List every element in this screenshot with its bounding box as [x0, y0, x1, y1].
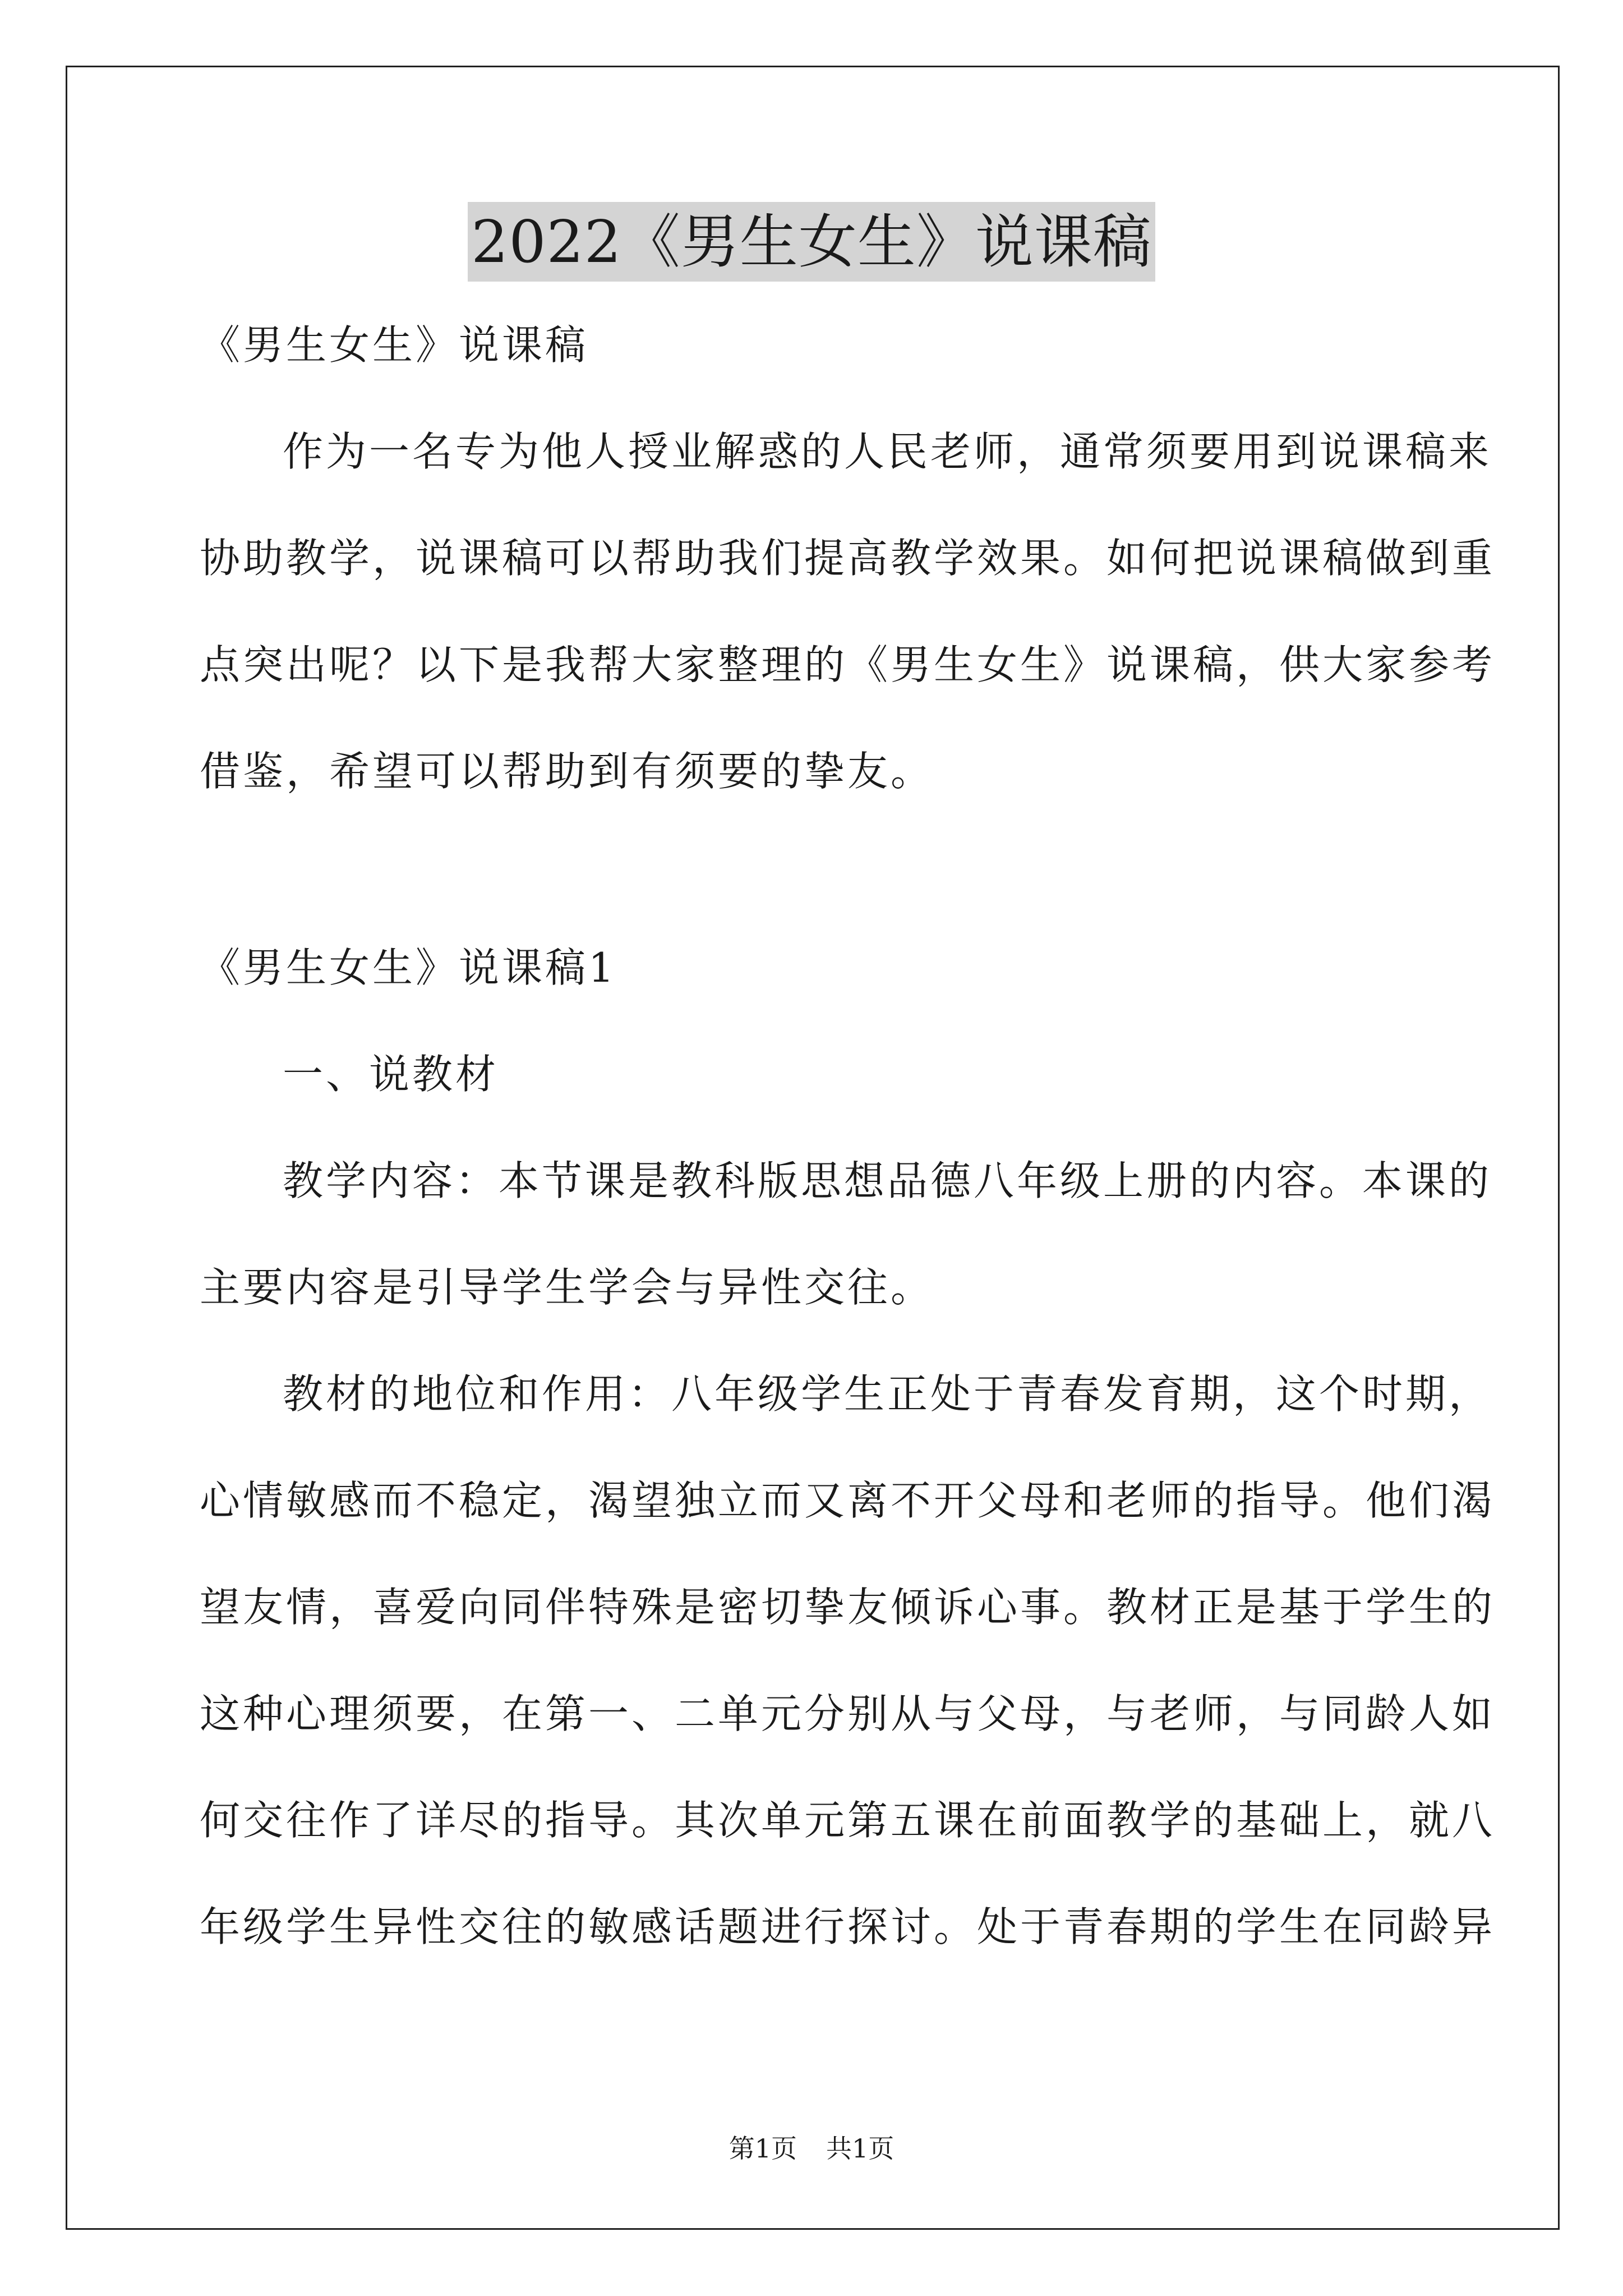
title-container	[0, 202, 1623, 282]
paragraph-line: 教材的地位和作用：八年级学生正处于青春发育期，这个时期，	[283, 1370, 1492, 1418]
page-number: 第1页	[728, 2133, 797, 2164]
page-footer	[0, 2132, 1623, 2165]
document-title: 2022《男生女生》说课稿	[468, 202, 1155, 282]
intro-line: 协助教学，说课稿可以帮助我们提高教学效果。如何把说课稿做到重	[200, 535, 1496, 582]
document-body	[200, 292, 1496, 1980]
page-total: 共1页	[826, 2133, 895, 2164]
paragraph-line: 教学内容：本节课是教科版思想品德八年级上册的内容。本课的	[283, 1157, 1492, 1204]
paragraph-line: 心情敏感而不稳定，渴望独立而又离不开父母和老师的指导。他们渴	[200, 1477, 1496, 1524]
paragraph-line: 年级学生异性交往的敏感话题进行探讨。处于青春期的学生在同龄异	[200, 1903, 1496, 1950]
spacer	[200, 825, 1433, 914]
section-title: 《男生女生》说课稿1	[200, 944, 617, 991]
intro-line: 借鉴，希望可以帮助到有须要的挚友。	[200, 748, 934, 795]
subtitle: 《男生女生》说课稿	[200, 321, 589, 369]
paragraph-line: 主要内容是引导学生学会与异性交往。	[200, 1264, 934, 1311]
paragraph-line: 望友情，喜爱向同伴特殊是密切挚友倾诉心事。教材正是基于学生的	[200, 1584, 1496, 1631]
intro-line: 作为一名专为他人授业解惑的人民老师，通常须要用到说课稿来	[283, 428, 1492, 475]
intro-line: 点突出呢？以下是我帮大家整理的《男生女生》说课稿，供大家参考	[200, 641, 1496, 688]
paragraph-line: 何交往作了详尽的指导。其次单元第五课在前面教学的基础上，就八	[200, 1797, 1496, 1844]
paragraph-line: 这种心理须要，在第一、二单元分别从与父母，与老师，与同龄人如	[200, 1690, 1496, 1737]
section-heading: 一、说教材	[283, 1051, 499, 1098]
